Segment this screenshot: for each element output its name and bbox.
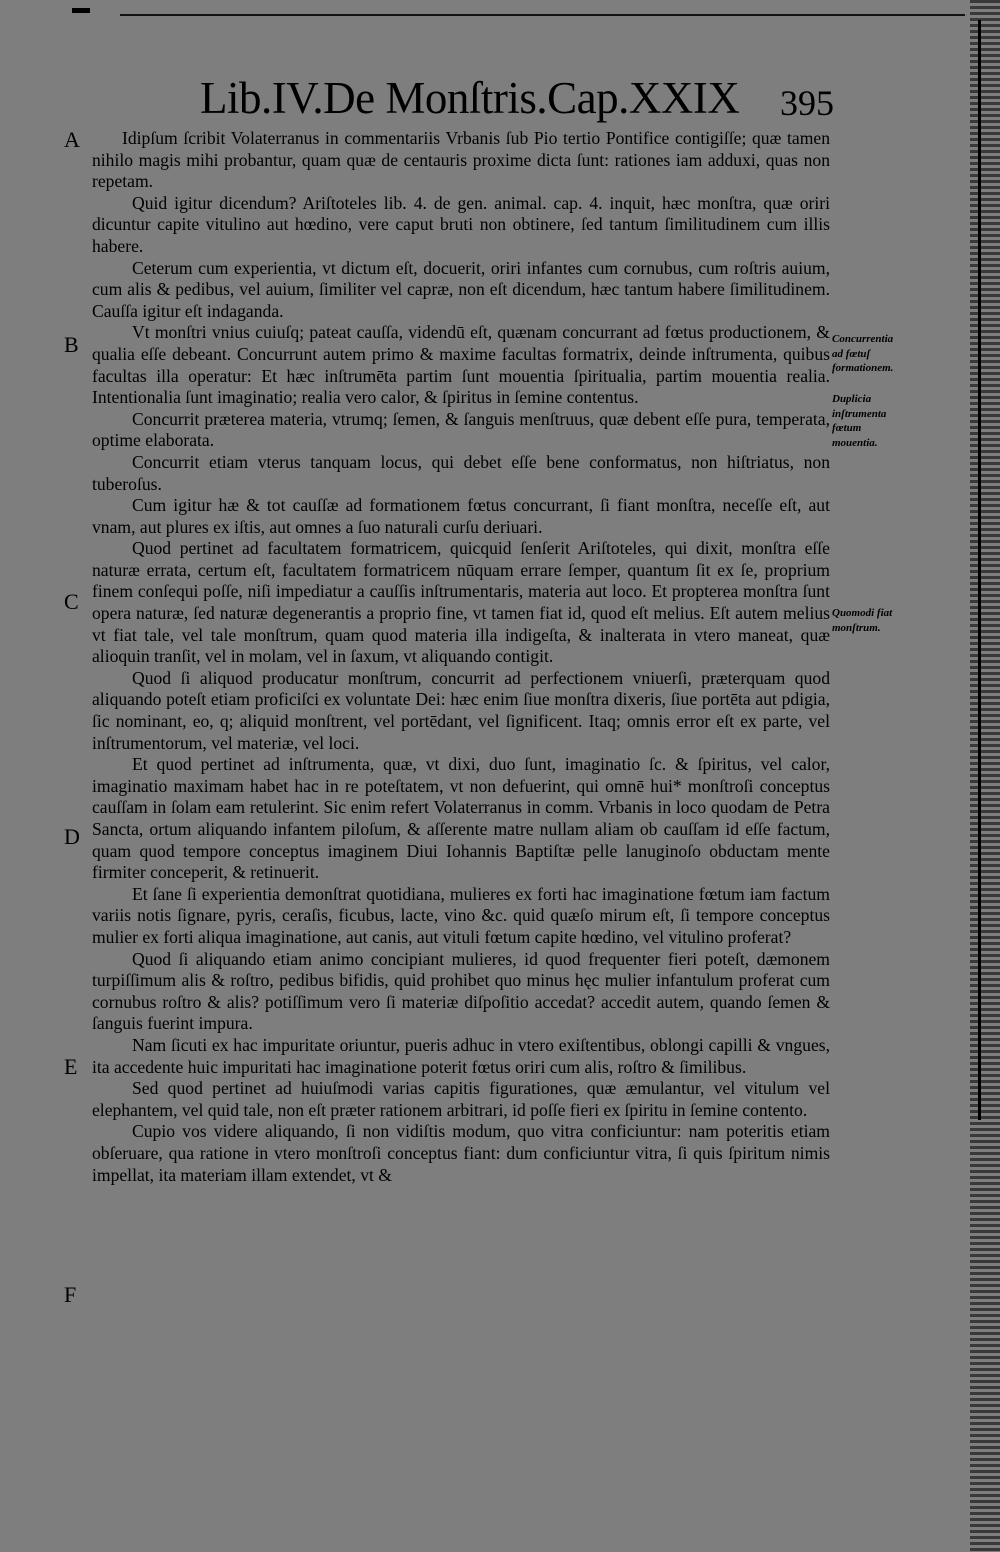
paragraph: Idipſum ſcribit Volaterranus in commentariis Vrbanis ſub Pio tertio Pontifice contigiſſe; quæ tamen nihilo magis mihi probantur, quam quæ de centauris proxime dicta ſunt: rationes iam adduxi, quas non repetam.: [92, 128, 830, 192]
page-number: 395: [780, 83, 834, 123]
paragraph: Nam ſicuti ex hac impuritate oriuntur, pueris adhuc in vtero exiſtentibus, oblongi capilli & vngues, ita accedente huic impuritati hac imaginatione poterit fœtus oriri cum alis, roſtro & ſimilibus.: [92, 1034, 830, 1077]
section-letter-f: F: [64, 1282, 77, 1307]
section-letter-a: A: [64, 127, 80, 152]
paragraph: Quod ſi aliquando etiam animo concipiant mulieres, id quod frequenter fieri poteſt, dæmonem turpiſſimum alis & roſtro, pedibus bifidis, quid prohibet quo minus hęc mulier infantulum proferat cum cornubus roſtro & alis? potiſſimum vero ſi materiæ diſpoſitio accedat? accedit autem, quando ſemen & ſanguis fuerint impura.: [92, 948, 830, 1034]
page-header: [200, 70, 840, 130]
section-letter-e: E: [64, 1054, 78, 1079]
paragraph: Concurrit etiam vterus tanquam locus, qui debet eſſe bene conformatus, non hiſtriatus, non tuberoſus.: [92, 451, 830, 494]
page-binding-edge: [970, 0, 1000, 1552]
top-rule: [120, 14, 965, 16]
paragraph: Et ſane ſi experientia demonſtrat quotidiana, mulieres ex forti hac imaginatione fœtum iam factum variis notis ſignare, pyris, ceraſis, ficubus, lacte, vino &c. quid quæſo mirum eſt, ſi tempore conceptus mulier ex forti aliqua imaginatione, aut canis, aut vituli fœtum capite hœdino, vel vitulino proferat?: [92, 883, 830, 947]
paragraph: Cum igitur hæ & tot cauſſæ ad formationem fœtus concurrant, ſi fiant monſtra, neceſſe eſt, aut vnam, aut plures ex iſtis, aut omnes a ſuo naturali curſu deriuari.: [92, 495, 830, 537]
corner-mark: [72, 8, 90, 13]
paragraph: Sed quod pertinet ad huiuſmodi varias capitis figurationes, quæ æmulantur, vel vitulum vel elephantem, vel quid tale, non eſt præter rationem arbitrari, id poſſe fieri ex ſpiritu in ſemine contento.: [92, 1078, 830, 1120]
section-letter-c: C: [64, 589, 79, 614]
paragraph: Quid igitur dicendum? Ariſtoteles lib. 4. de gen. animal. cap. 4. inquit, hæc monſtra, quæ oriri dicuntur capite vitulino aut hœdino, vere caput bruti non obtinere, ſed tantum ſimilitudinem cum illis habere.: [92, 192, 830, 256]
marginal-note: Quomodi fiat monſtrum.: [832, 607, 893, 634]
section-letter-d: D: [64, 824, 80, 849]
paragraph: Cupio vos videre aliquando, ſi non vidiſtis modum, quo vitra conficiuntur: nam poteritis etiam obſeruare, qua ratione in vtero monſtroſi conceptus fiant: dum conficiuntur vitra, ſi quis ſpiritum nimis impellat, ita materiam illam extendet, vt &: [92, 1121, 830, 1185]
paragraph: Quod pertinet ad facultatem formatricem, quicquid ſenſerit Ariſtoteles, qui dixit, monſtra eſſe naturæ errata, certum eſt, facultatem formatricem nūquam errare ſemper, quantum ſit ex ſe, proprium finem conſequi poſſe, niſi impediatur a cauſſis inſtrumentaris, materia aut loco. Et propterea monſtra ſunt opera naturæ, ſed naturæ degenerantis a proprio fine, vt tamen fiat id, quod eſt melius. Eſt autem melius vt fiat tale, vel tale monſtrum, quam quod materia illa indigeſta, & inalterata in vtero maneat, quæ alioquin tranſit, vel in molam, vel in ſaxum, vt aliquando contigit.: [92, 538, 830, 667]
section-letter-b: B: [64, 332, 79, 357]
paragraph: Et quod pertinet ad inſtrumenta, quæ, vt dixi, duo ſunt, imaginatio ſc. & ſpiritus, vel calor, imaginatio maximam habet hac in re poteſtatem, vt non defuerint, qui omnē hui* monſtroſi conceptus cauſſam in ſolam eam retulerint. Sic enim refert Volaterranus in comm. Vrbanis in loco quodam de Petra Sancta, ortum aliquando infantem piloſum, & aſſerente matre nullam aliam ob cauſſam id eſſe factum, quam quod tempore conceptus imaginem Diui Iohannis Baptiſtæ pelle lanuginoſo obductam mente firmiter conceperit, & retinuerit.: [92, 754, 830, 883]
marginal-note: Concurrentia ad fœtuſ formationem.: [832, 333, 894, 374]
marginal-note: Duplicia inſtrumenta fœtum mouentia.: [832, 393, 887, 449]
paragraph: Quod ſi aliquod producatur monſtrum, concurrit ad perfectionem vniuerſi, præterquam quod aliquando poteſt etiam proficiſci ex voluntate Dei: hæc enim ſiue monſtra dixeris, ſiue portēta aut pdigia, ſic nominant, eo, q; aliquid monſtrent, vel portēdant, vel ſignificent. Itaq; omnis error eſt ex parte, vel inſtrumentorum, vel materiæ, vel loci.: [92, 667, 830, 753]
running-title: Lib.IV.De Monſtris.Cap.XXIX: [200, 73, 740, 123]
paragraph: Vt monſtri vnius cuiuſq; pateat cauſſa, videndū eſt, quænam concurrant ad fœtus productionem, & qualia eſſe debeant. Concurrunt autem primo & maxime facultas formatrix, deinde inſtrumenta, quibus facultas illa operatur: Et hæc inſtrumēta partim ſunt mouentia ſpiritualia, partim mouentia realia. Intentionalia ſunt imaginatio; realia vero calor, & ſpiritus in ſemine contentus.: [92, 322, 830, 408]
body-text: [92, 128, 830, 1186]
paragraph: Concurrit præterea materia, vtrumq; ſemen, & ſanguis menſtruus, quæ debent eſſe pura, temperata, optime elaborata.: [92, 408, 830, 451]
paragraph: Ceterum cum experientia, vt dictum eſt, docuerit, oriri infantes cum cornubus, cum roſtris auium, cum alis & pedibus, vel auium, ſimiliter vel capræ, non eſt dicendum, hæc tantum habere ſimilitudinem. Cauſſa igitur eſt indaganda.: [92, 257, 830, 321]
binding-line: [978, 20, 981, 1120]
